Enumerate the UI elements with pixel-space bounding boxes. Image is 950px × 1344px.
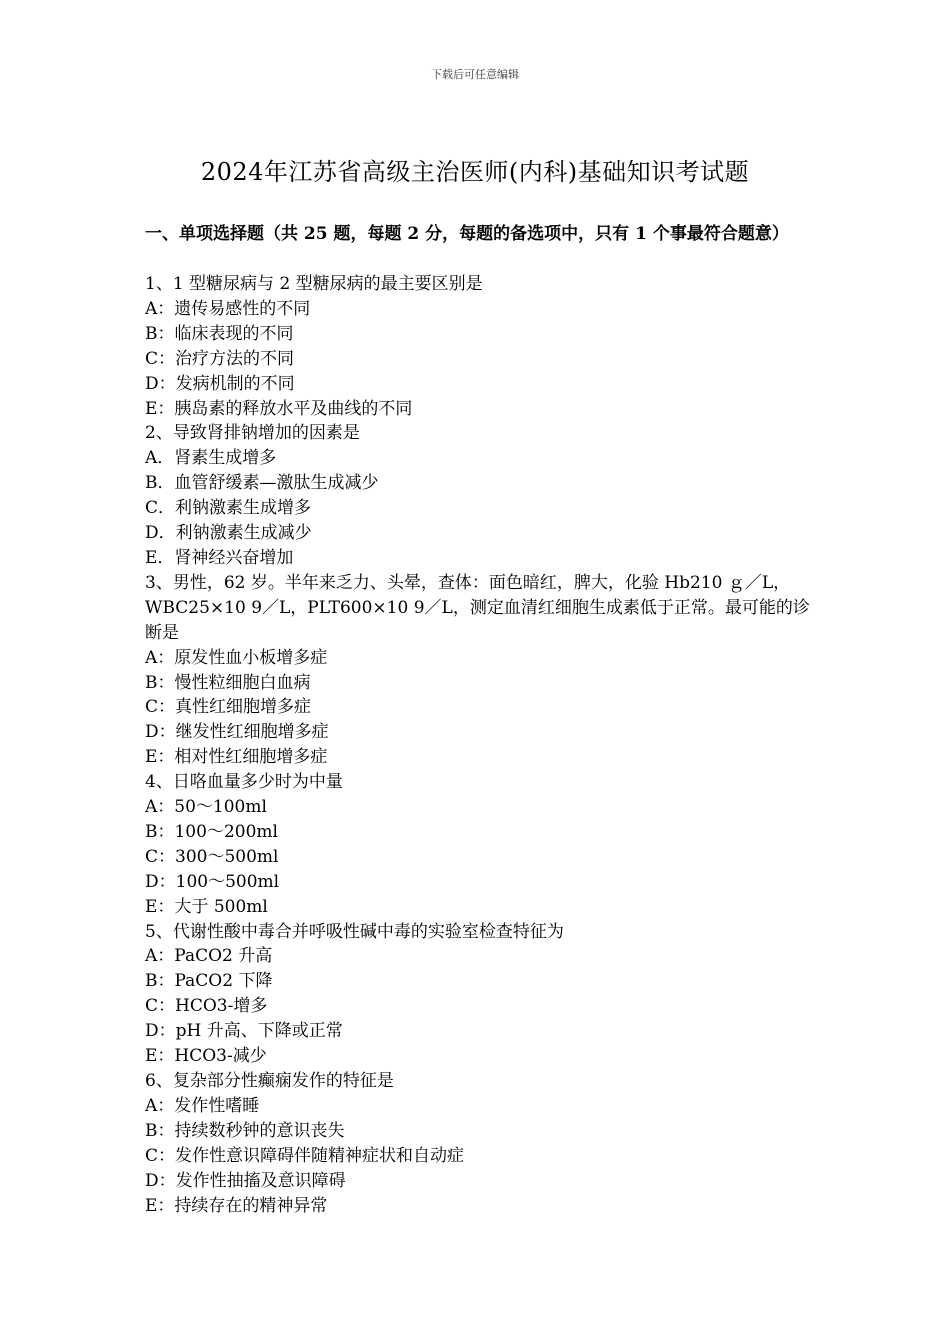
option-3c: C：真性红细胞增多症 [145,697,312,718]
option-6b: B：持续数秒钟的意识丧失 [145,1120,345,1141]
option-1c: C：治疗方法的不同 [145,348,295,369]
option-5c: C：HCO3-增多 [145,996,268,1017]
option-5b: B：PaCO2 下降 [145,971,273,992]
option-5a: A：PaCO2 升高 [145,946,273,967]
option-3b: B：慢性粒细胞白血病 [145,672,311,693]
option-5d: D：pH 升高、下降或正常 [145,1021,343,1042]
option-2b: B．血管舒缓素—激肽生成减少 [145,473,379,494]
option-1a: A：遗传易感性的不同 [145,298,311,319]
option-3d: D：继发性红细胞增多症 [145,722,329,743]
option-4a: A：50～100ml [145,797,267,818]
option-4b: B：100～200ml [145,821,278,842]
option-4d: D：100～500ml [145,871,280,892]
question-4: 4、日咯血量多少时为中量 [145,772,343,793]
option-2d: D．利钠激素生成减少 [145,523,312,544]
page-title: 2024年江苏省高级主治医师(内科)基础知识考试题 [200,158,750,186]
question-2: 2、导致肾排钠增加的因素是 [145,423,360,444]
option-1d: D：发病机制的不同 [145,373,295,394]
option-6c: C：发作性意识障碍伴随精神症状和自动症 [145,1145,465,1166]
option-3e: E：相对性红细胞增多症 [145,747,328,768]
question-5: 5、代谢性酸中毒合并呼吸性碱中毒的实验室检查特征为 [145,921,564,942]
option-2e: E．肾神经兴奋增加 [145,547,294,568]
option-1e: E：胰岛素的释放水平及曲线的不同 [145,398,413,419]
question-6: 6、复杂部分性癫痫发作的特征是 [145,1071,394,1091]
option-5e: E：HCO3-减少 [145,1046,267,1067]
option-4c: C：300～500ml [145,846,279,867]
section-heading: 一、单项选择题（共 25 题，每题 2 分，每题的备选项中，只有 1 个事最符合题意） [145,224,789,244]
question-3: 3、男性，62 岁。半年来乏力、头晕，查体：面色暗红，脾大，化验 Hb210 ｇ／L，WBC25×10 9／L，PLT600×10 9／L，测定血清红细胞生成素低于正常。最可能的诊断是 [145,572,810,643]
option-1b: B：临床表现的不同 [145,323,294,344]
option-6d: D：发作性抽搐及意识障碍 [145,1170,346,1191]
option-6a: A：发作性嗜睡 [145,1095,260,1116]
header-note: 下载后可任意编辑 [431,68,519,81]
question-1: 1、1 型糖尿病与 2 型糖尿病的最主要区别是 [145,274,483,294]
question-body [145,272,815,1218]
option-4e: E：大于 500ml [145,896,268,917]
option-2c: C．利钠激素生成增多 [145,498,312,519]
option-3a: A：原发性血小板增多症 [145,647,328,668]
option-6e: E：持续存在的精神异常 [145,1195,328,1216]
option-2a: A．肾素生成增多 [145,448,277,469]
